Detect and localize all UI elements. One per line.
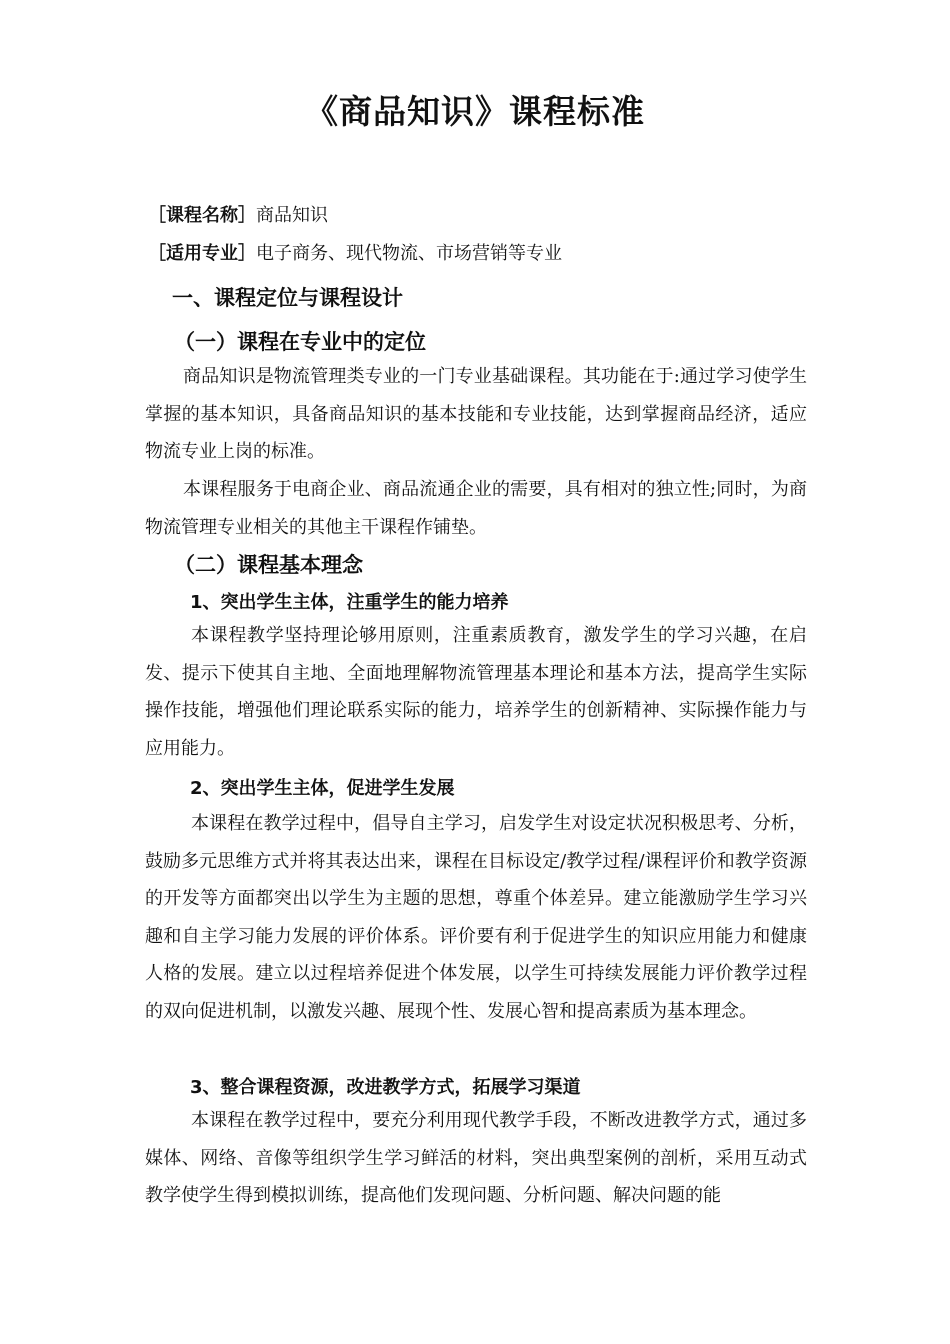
course-name-row bbox=[148, 203, 328, 229]
point2-heading: 2、突出学生主体，促进学生发展 bbox=[190, 778, 455, 799]
course-name-label: ［课程名称］ bbox=[148, 205, 256, 226]
section1-heading: 一、课程定位与课程设计 bbox=[172, 286, 403, 310]
major-value: 电子商务、现代物流、市场营销等专业 bbox=[256, 243, 562, 264]
point1-paragraph: 本课程教学坚持理论够用原则，注重素质教育，激发学生的学习兴趣，在启发、提示下使其自主地、全面地理解物流管理基本理论和基本方法，提高学生实际操作技能，增强他们理论联系实际的能力，培养学生的创新精神、实际操作能力与应用能力。 bbox=[145, 625, 807, 759]
point1-heading: 1、突出学生主体，注重学生的能力培养 bbox=[190, 592, 509, 613]
point3-heading: 3、整合课程资源，改进教学方式，拓展学习渠道 bbox=[190, 1077, 581, 1098]
document-title: 《商品知识》课程标准 bbox=[305, 92, 645, 131]
sub2-heading: （二）课程基本理念 bbox=[174, 553, 363, 577]
major-label: ［适用专业］ bbox=[148, 243, 256, 264]
point2-paragraph: 本课程在教学过程中，倡导自主学习，启发学生对设定状况积极思考、分析，鼓励多元思维方式并将其表达出来，课程在目标设定/教学过程/课程评价和教学资源的开发等方面都突出以学生为主题的思想，尊重个体差异。建立能激励学生学习兴趣和自主学习能力发展的评价体系。评价要有利于促进学生的知识应用能力和健康人格的发展。建立以过程培养促进个体发展，以学生可持续发展能力评价教学过程的双向促进机制，以激发兴趣、展现个性、发展心智和提高素质为基本理念。 bbox=[145, 813, 807, 1022]
major-row bbox=[148, 241, 562, 267]
sub1-heading: （一）课程在专业中的定位 bbox=[174, 330, 426, 354]
sub1-paragraph-2: 本课程服务于电商企业、商品流通企业的需要，具有相对的独立性;同时，为商物流管理专业相关的其他主干课程作铺垫。 bbox=[145, 479, 807, 538]
point3-paragraph: 本课程在教学过程中，要充分利用现代教学手段，不断改进教学方式，通过多媒体、网络、音像等组织学生学习鲜活的材料，突出典型案例的剖析，采用互动式教学使学生得到模拟训练，提高他们发现问题、分析问题、解决问题的能 bbox=[145, 1110, 807, 1206]
course-name-value: 商品知识 bbox=[256, 205, 328, 226]
sub1-paragraph-1: 商品知识是物流管理类专业的一门专业基础课程。其功能在于:通过学习使学生掌握的基本知识，具备商品知识的基本技能和专业技能，达到掌握商品经济，适应物流专业上岗的标准。 bbox=[145, 366, 807, 462]
